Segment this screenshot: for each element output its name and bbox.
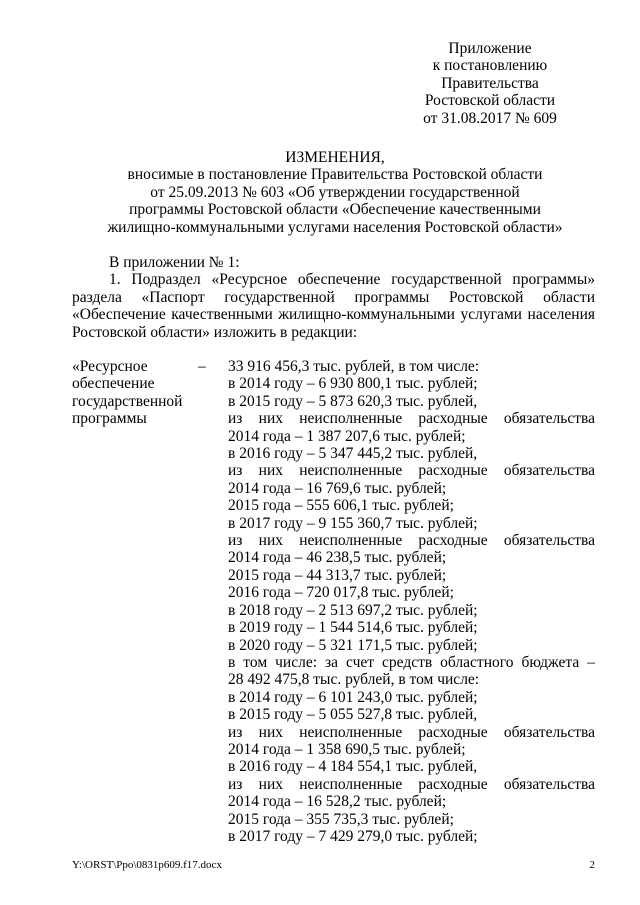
title-line: жилищно-коммунальными услугами населения Ростовской области» (107, 218, 563, 236)
title-heading: ИЗМЕНЕНИЯ, (285, 149, 385, 166)
resource-value-line: из них неисполненные расходные обязательства (228, 410, 595, 428)
page-number: 2 (589, 859, 595, 871)
resource-value-line: в 2017 году – 9 155 360,7 тыс. рублей; (228, 514, 478, 532)
resource-label (72, 358, 192, 428)
header-line: Правительства (441, 74, 539, 92)
resource-value-line: 2015 года – 44 313,7 тыс. рублей; (228, 566, 447, 584)
document-header (380, 40, 600, 127)
resource-value-line: в 2016 году – 5 347 445,2 тыс. рублей, (228, 445, 478, 463)
resource-label-line: программы (72, 410, 147, 428)
resource-values (228, 358, 595, 845)
item1-line: раздела «Паспорт государственной программы Ростовской области (72, 288, 595, 306)
resource-value-line: в 2015 году – 5 055 527,8 тыс. рублей, (228, 706, 478, 724)
resource-value-line: в 2014 году – 6 930 800,1 тыс. рублей; (228, 375, 478, 393)
resource-value-line: из них неисполненные расходные обязательства (228, 723, 595, 741)
resource-label-line: «Ресурсное (72, 358, 148, 375)
resource-value-line: 33 916 456,3 тыс. рублей, в том числе: (228, 358, 480, 375)
header-line: к постановлению (432, 57, 548, 75)
resource-value-line: 2014 года – 1 387 207,6 тыс. рублей; (228, 427, 466, 445)
item1-line: «Обеспечение качественными жилищно-коммунальными услугами населения (72, 306, 595, 324)
resource-value-line: 2014 года – 16 528,2 тыс. рублей; (228, 793, 447, 811)
intro-section (72, 254, 595, 341)
resource-value-line: из них неисполненные расходные обязательства (228, 462, 595, 480)
resource-value-line: 2014 года – 1 358 690,5 тыс. рублей; (228, 740, 466, 758)
item1-line: 1. Подраздел «Ресурсное обеспечение государственной программы» (109, 271, 595, 289)
resource-value-line: 2015 года – 355 735,3 тыс. рублей; (228, 810, 454, 828)
resource-label-line: обеспечение (72, 375, 155, 393)
separator-dash: – (198, 358, 206, 375)
resource-value-line: 2014 года – 16 769,6 тыс. рублей; (228, 479, 447, 497)
item1-line: Ростовской области» изложить в редакции: (72, 323, 358, 341)
resource-value-line: в 2018 году – 2 513 697,2 тыс. рублей; (228, 601, 478, 619)
resource-value-line: 2015 года – 555 606,1 тыс. рублей; (228, 497, 454, 515)
resource-value-line: из них неисполненные расходные обязательства (228, 775, 595, 793)
resource-value-line: в 2014 году – 6 101 243,0 тыс. рублей; (228, 688, 478, 706)
title-line: от 25.09.2013 № 603 «Об утверждении государственной (150, 183, 520, 201)
resource-value-line: в 2020 году – 5 321 171,5 тыс. рублей; (228, 636, 478, 654)
document-title (60, 149, 610, 236)
resource-value-line: 28 492 475,8 тыс. рублей, в том числе: (228, 671, 480, 689)
annex-line: В приложении № 1: (109, 254, 240, 271)
resource-label-line: государственной (72, 392, 183, 410)
resource-value-line: в 2015 году – 5 873 620,3 тыс. рублей, (228, 392, 478, 410)
resource-value-line: из них неисполненные расходные обязательства (228, 532, 595, 550)
header-line: от 31.08.2017 № 609 (423, 109, 557, 127)
header-line: Приложение (448, 40, 532, 57)
file-path: Y:\ORST\Ppo\0831p609.f17.docx (72, 859, 222, 871)
resource-value-line: в 2019 году – 1 544 514,6 тыс. рублей; (228, 619, 478, 637)
resource-value-line: в 2016 году – 4 184 554,1 тыс. рублей, (228, 758, 478, 776)
title-line: вносимые в постановление Правительства Ростовской области (127, 166, 543, 184)
header-line: Ростовской области (424, 92, 556, 110)
title-line: программы Ростовской области «Обеспечение качественными (129, 201, 541, 219)
resource-value-line: в том числе: за счет средств областного бюджета – (228, 653, 595, 671)
resource-value-line: в 2017 году – 7 429 279,0 тыс. рублей; (228, 827, 478, 845)
resource-value-line: 2016 года – 720 017,8 тыс. рублей; (228, 584, 454, 602)
resource-value-line: 2014 года – 46 238,5 тыс. рублей; (228, 549, 447, 567)
